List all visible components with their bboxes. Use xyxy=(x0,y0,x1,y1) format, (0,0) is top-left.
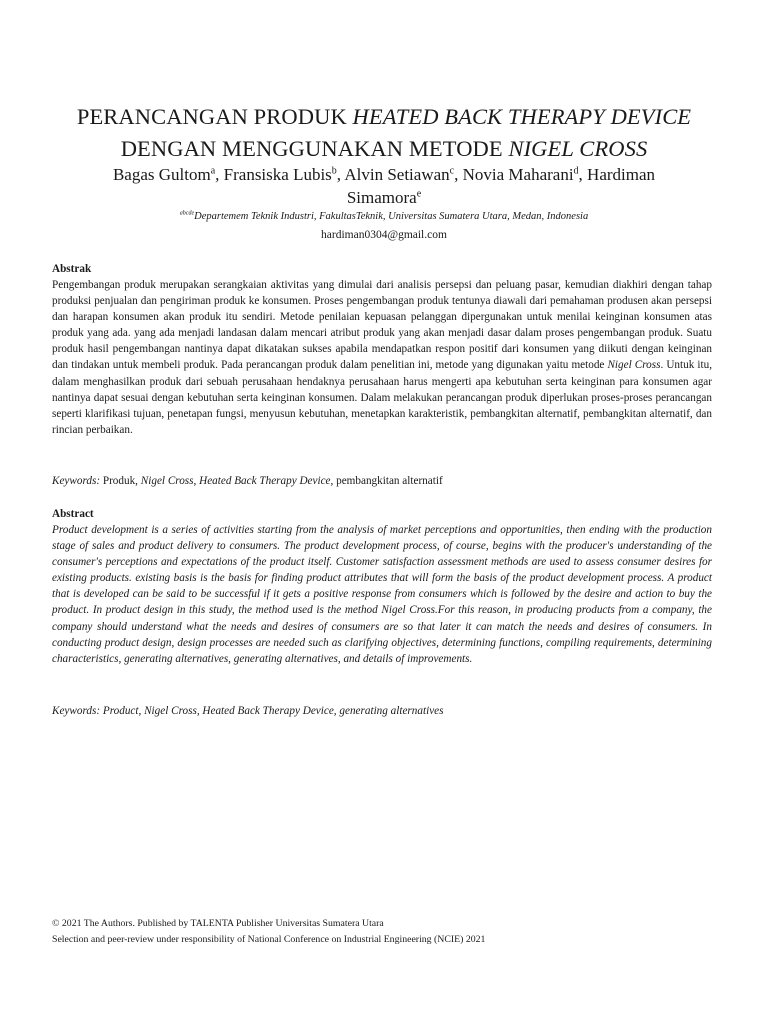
author-affil-mark: c xyxy=(449,165,455,177)
corresponding-email: hardiman0304@gmail.com xyxy=(321,229,447,241)
abstract-heading: Abstract xyxy=(52,508,94,520)
abstrak-method-name: Nigel Cross xyxy=(607,359,661,372)
abstrak-heading: Abstrak xyxy=(52,263,92,275)
author-affil-mark: b xyxy=(331,165,337,177)
author-list xyxy=(40,164,728,186)
peer-review-footer: Selection and peer-review under responsibility of National Conference on Industrial Engineering (NCIE) 2021 xyxy=(52,934,486,945)
title-italic-1: HEATED BACK THERAPY DEVICE xyxy=(352,104,692,129)
keyword-text: Nigel Cross xyxy=(140,475,194,487)
author-name: Simamora xyxy=(346,188,417,207)
affiliation-text: Departemem Teknik Industri, FakultasTeknik, Universitas Sumatera Utara, Medan, Indonesia xyxy=(194,211,589,222)
keyword-text: , xyxy=(193,475,200,487)
copyright-footer: © 2021 The Authors. Published by TALENTA Publisher Universitas Sumatera Utara xyxy=(52,918,384,929)
keyword-text: Heated Back Therapy Device, xyxy=(199,475,334,487)
author-affil-mark: d xyxy=(573,165,579,177)
affiliation-marks: abcde xyxy=(179,210,195,217)
abstract-body: Product development is a series of activities starting from the analysis of market perceptions and opportunities, then ending with the production stage of sales and product delivery to consumers. The product development process, of course, begins with the producer's understanding of the consumer's perceptions and expectations of the product itself. Customer satisfaction assessment methods are used to assess consumer desires for existing products. existing basis is the basis for finding product attributes that will form the basis of the product development process. A product that is developed can be said to be successful if it gets a positive response from consumers which is followed by the desire and action to buy the product. In product design in this study, the method used is the method Nigel Cross.For this reason, in producing products from a company, the company should understand what the needs and desires of consumers are so that later it can match the needs and desires of consumers. In conducting product design, design processes are needed such as clarifying objectives, determining functions, compiling requirements, determining characteristics, generating alternatives, generating alternatives, and details of improvements. xyxy=(52,524,712,665)
abstrak-text: Pengembangan produk merupakan serangkaian aktivitas yang dimulai dari analisis persepsi dan peluang pasar, kemudian diakhiri dengan tahap produksi penjualan dan pengiriman produk ke konsumen. Proses pengembangan produk tentunya diawali dari pemahaman produsen akan persepsi dan harapan konsumen akan produk itu sendiri. Metode penilaian kepuasan pelanggan dipergunakan untuk menilai keinginan konsumen atas produk yang ada. yang ada menjadi landasan dalam mencari atribut produk yang akan menjadi dasar dalam proses pengembangan produk. Suatu produk hasil pengembangan nantinya dapat dikatakan sukses apabila mendapatkan respon positif dari konsumen yang diikuti dengan keinginan dan tindakan untuk membeli produk. Pada perancangan produk dalam penelitian ini, metode yang digunakan yaitu metode xyxy=(52,279,712,372)
author-name: , Novia Maharani xyxy=(454,165,574,184)
title-plain-1: PERANCANGAN PRODUK xyxy=(76,104,353,129)
affiliation xyxy=(40,210,728,224)
keywords-indonesian xyxy=(52,473,712,489)
paper-title-line-2 xyxy=(40,134,728,164)
author-affil-mark: e xyxy=(416,188,422,200)
keywords-english: Keywords: Product, Nigel Cross, Heated Back Therapy Device, generating alternatives xyxy=(52,705,444,717)
paper-title-line-1 xyxy=(40,102,728,132)
author-name: Bagas Gultom xyxy=(112,165,211,184)
author-name: , Hardiman xyxy=(578,165,656,184)
keyword-text: Produk, xyxy=(100,475,141,487)
abstrak-body xyxy=(52,277,712,438)
title-plain-2: DENGAN MENGGUNAKAN METODE xyxy=(120,136,509,161)
author-affil-mark: a xyxy=(210,165,216,177)
keywords-label: Keywords: xyxy=(52,475,101,487)
abstrak-text: . Untuk itu, dalam menghasilkan produk dari sebuah perusahaan hendaknya perusahaan harus mengerti apa kebutuhan serta keinginan para konsumen agar nantinya dapat sesuai dengan kebutuhan serta keinginan konsumen. Dalam melakukan perancangan produk diperlukan proses-proses perancangan seperti klarifikasi tujuan, penetapan fungsi, menyusun kebutuhan, menetapkan karakteristik, pembangkitan alternatif, pembangkitan alternatif, dan rincian perbaikan. xyxy=(52,359,712,436)
author-name: , Alvin Setiawan xyxy=(336,165,450,184)
title-italic-2: NIGEL CROSS xyxy=(508,136,648,161)
author-name: , Fransiska Lubis xyxy=(215,165,332,184)
keyword-text: pembangkitan alternatif xyxy=(333,475,443,487)
author-list-continued xyxy=(40,187,728,209)
